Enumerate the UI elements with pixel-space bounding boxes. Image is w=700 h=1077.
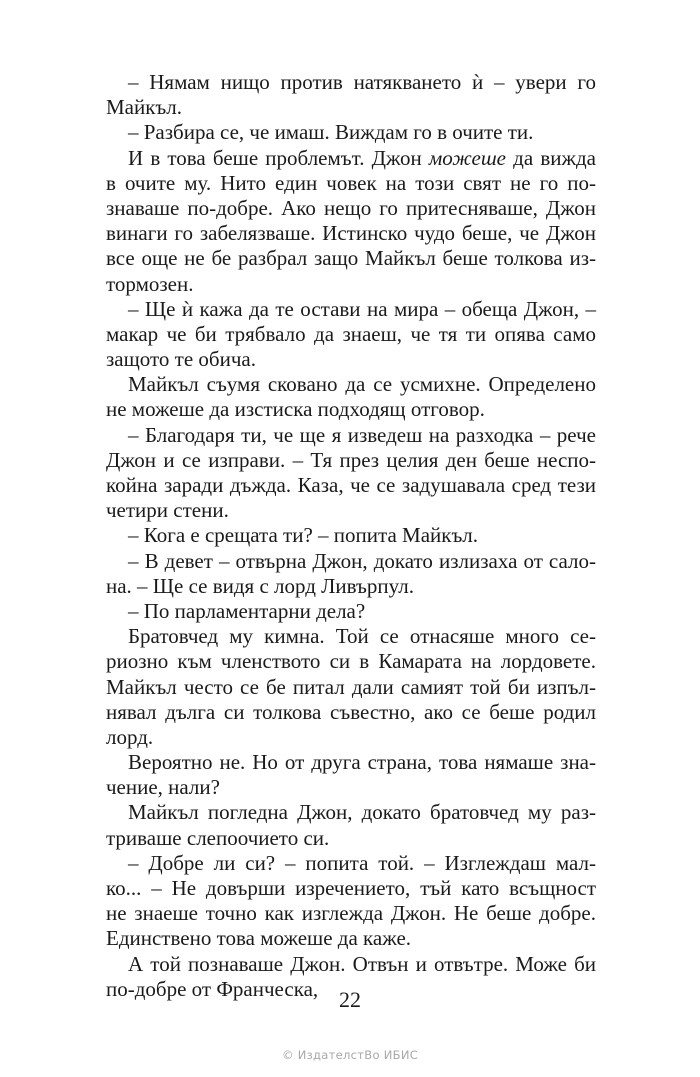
text-line [106,146,596,171]
text-line: – Благодаря ти, че ще я изведеш на разходка – рече [128,422,596,447]
text-line: не знаеше точно как изглежда Джон. Не беше добре. [106,901,596,926]
text-line: – По парламентарни дела? [128,598,366,623]
emphasis-text: можеше [428,145,506,170]
text-line: чение, нали? [106,775,220,800]
text-line: по-добре от Франческа, [106,976,319,1001]
text-line: – Разбира се, че имаш. Виждам го в очите ти. [128,120,534,145]
text-line: Майкъл погледна Джон, докато братовчед му раз- [128,800,596,825]
text-line: тормозен. [106,271,194,296]
text-line: триваше слепоочието си. [106,825,330,850]
text-line: – Кога е срещата ти? – попита Майкъл. [128,523,479,548]
text-line: – Нямам нищо против натякването ѝ – увери го [128,70,596,94]
text-line: все още не бе разбрал защо Майкъл беше толкова из- [106,246,596,271]
text-line: четири стени. [106,498,229,523]
text-line: не можеше да изстиска подходящ отговор. [106,397,485,422]
text-line: винаги го забелязваше. Истинско чудо беше, че Джон [106,221,596,246]
text-line: риозно към членството си в Камарата на лордовете. [106,649,596,674]
page-number: 22 [339,987,361,1012]
text-line: в очите му. Нито един човек на този свят не го по- [106,170,596,195]
text-line: Майкъл съумя сковано да се усмихне. Определено [128,372,596,397]
text-line: нявал дълга си толкова съвестно, ако се беше родил [106,699,596,724]
text-line: Братовчед му кимна. Той се отнасяше много се- [128,624,596,649]
text-segment: И в това беше проблемът. Джон [128,145,429,170]
text-line: ко... – Не довърши изречението, тъй като всъщност [106,876,596,900]
text-line: – Добре ли си? – попита той. – Изглеждаш мал- [128,850,596,875]
text-line: койна заради дъжда. Каза, че се задушавала сред тези [106,473,596,497]
text-line: – Ще ѝ кажа да те остави на мира – обеща Джон, – [128,296,596,321]
text-line: А той познаваше Джон. Отвън и отвътре. Може би [128,951,596,976]
text-line: макар че би трябвало да знаеш, че тя ти опява само [106,321,596,346]
publisher-watermark: © ИздателстВо ИБИС [281,1048,419,1062]
text-line: Джон и се изправи. – Тя през целия ден беше неспо- [106,447,596,472]
text-line: Майкъл често се бе питал дали самият той би изпъл- [106,674,596,699]
text-line: Вероятно не. Но от друга страна, това нямаше зна- [128,750,596,775]
text-line: Единствено това можеше да каже. [106,926,412,951]
text-line: – В девет – отвърна Джон, докато излизаха от сало- [128,548,596,573]
book-page-text [106,70,596,1002]
text-line: Майкъл. [106,95,183,120]
text-line: на. – Ще се видя с лорд Ливърпул. [106,573,414,598]
text-line: знаваше по-добре. Ако нещо го притесняваше, Джон [106,195,596,220]
text-segment: да вижда [506,145,596,170]
text-line: лорд. [106,724,154,749]
text-line: защото те обича. [106,347,256,372]
